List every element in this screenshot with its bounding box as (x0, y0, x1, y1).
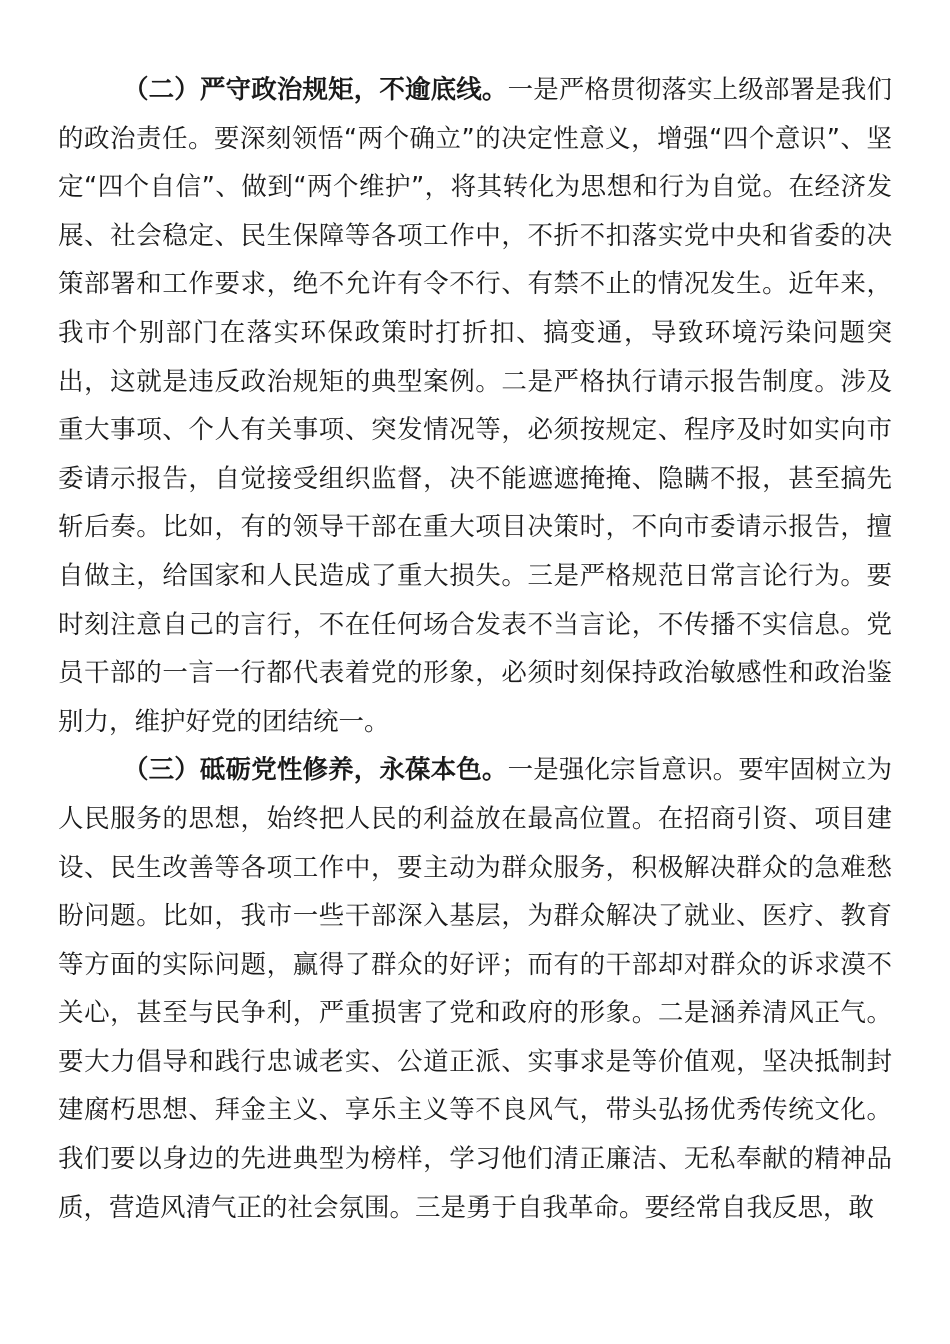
paragraph-party-spirit (58, 746, 892, 1232)
document-body (58, 66, 892, 1232)
paragraph-text: 一是强化宗旨意识。要牢固树立为人民服务的思想，始终把人民的利益放在最高位置。在招商引资、项目建设、民生改善等各项工作中，要主动为群众服务，积极解决群众的急难愁盼问题。比如，我市一些干部深入基层，为群众解决了就业、医疗、教育等方面的实际问题，赢得了群众的好评；而有的干部却对群众的诉求漠不关心，甚至与民争利，严重损害了党和政府的形象。二是涵养清风正气。要大力倡导和践行忠诚老实、公道正派、实事求是等价值观，坚决抵制封建腐朽思想、拜金主义、享乐主义等不良风气，带头弘扬优秀传统文化。我们要以身边的先进典型为榜样，学习他们清正廉洁、无私奉献的精神品质，营造风清气正的社会氛围。三是勇于自我革命。要经常自我反思，敢 (58, 755, 892, 1223)
section-heading: （三）砥砺党性修养，永葆本色。 (123, 755, 508, 786)
paragraph-political-rules (58, 66, 892, 746)
paragraph-text: 一是严格贯彻落实上级部署是我们的政治责任。要深刻领悟“两个确立”的决定性意义，增强“四个意识”、坚定“四个自信”、做到“两个维护”，将其转化为思想和行为自觉。在经济发展、社会稳定、民生保障等各项工作中，不折不扣落实党中央和省委的决策部署和工作要求，绝不允许有令不行、有禁不止的情况发生。近年来，我市个别部门在落实环保政策时打折扣、搞变通，导致环境污染问题突出，这就是违反政治规矩的典型案例。二是严格执行请示报告制度。涉及重大事项、个人有关事项、突发情况等，必须按规定、程序及时如实向市委请示报告，自觉接受组织监督，决不能遮遮掩掩、隐瞒不报，甚至搞先斩后奏。比如，有的领导干部在重大项目决策时，不向市委请示报告，擅自做主，给国家和人民造成了重大损失。三是严格规范日常言论行为。要时刻注意自己的言行，不在任何场合发表不当言论，不传播不实信息。党员干部的一言一行都代表着党的形象，必须时刻保持政治敏感性和政治鉴别力，维护好党的团结统一。 (58, 75, 892, 737)
section-heading: （二）严守政治规矩，不逾底线。 (123, 75, 508, 105)
